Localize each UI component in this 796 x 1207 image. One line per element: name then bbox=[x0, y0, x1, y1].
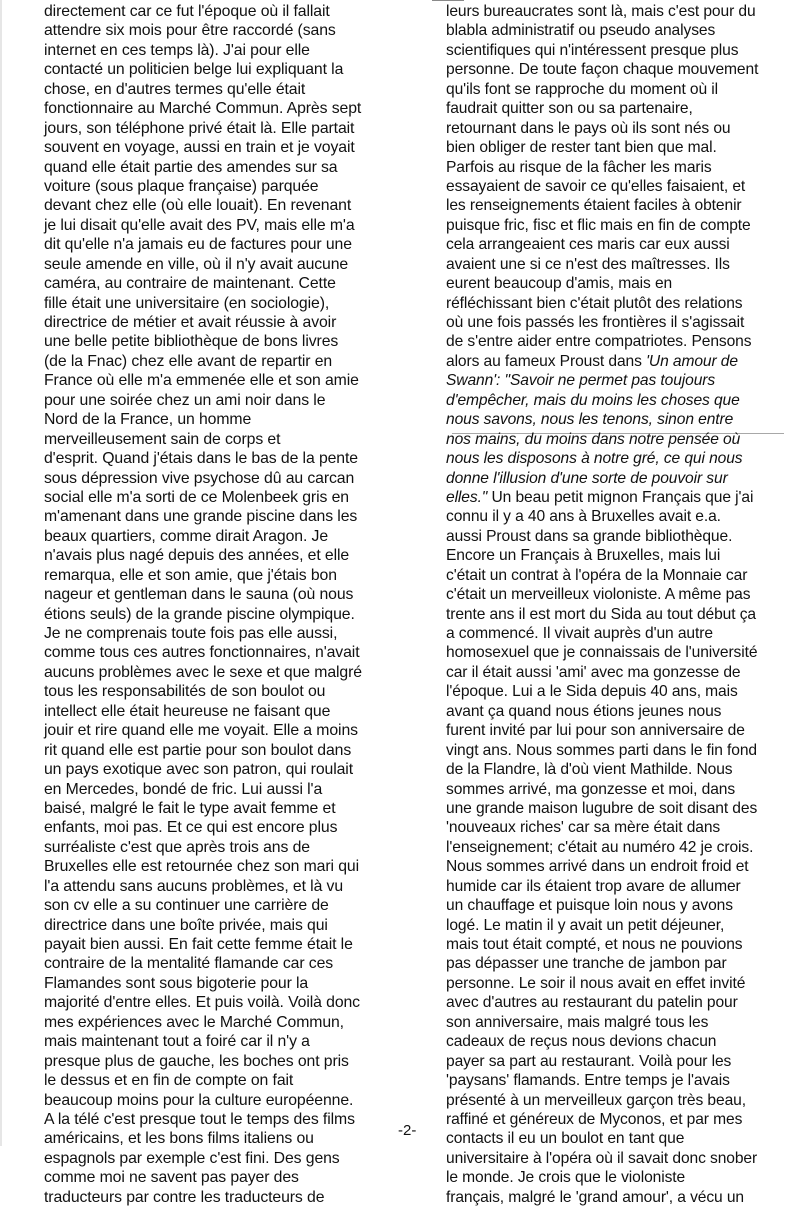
text-line: comme moi ne savent pas payer des bbox=[44, 1169, 299, 1187]
text-line: pour une soirée chez un ami noir dans le bbox=[44, 391, 326, 409]
text-line: l'a attendu sans aucuns problèmes, et là vu bbox=[44, 877, 344, 895]
text-line: de la Flandre, là d'où vient Mathilde. Nous bbox=[446, 761, 733, 779]
text-line: contraire de la mentalité flamande car ces bbox=[44, 955, 334, 973]
text-line: eurent beaucoup d'amis, mais en bbox=[446, 275, 673, 293]
text-line: majorité d'entre elles. Et puis voilà. Voilà donc bbox=[44, 994, 360, 1012]
text-line: trente ans il est mort du Sida au tout début ça bbox=[446, 605, 756, 623]
text-line: merveilleusement sain de corps et bbox=[44, 430, 281, 448]
text-line: humide car ils étaient trop avare de allumer bbox=[446, 877, 741, 895]
text-line bbox=[446, 352, 782, 371]
text-line: beaucoup moins pour la culture européenne. bbox=[44, 1091, 354, 1109]
text-line: les renseignements étaient faciles à obtenir bbox=[446, 197, 742, 215]
text-line: contacts il eu un boulot en tant que bbox=[446, 1130, 685, 1148]
text-line: son cv elle a su continuer une carrière de bbox=[44, 897, 329, 915]
text-line: (de la Fnac) chez elle avant de repartir en bbox=[44, 352, 333, 370]
text-line: chose, en d'autres termes qu'elle était bbox=[44, 80, 306, 98]
text-column-right bbox=[446, 2, 782, 1207]
text-line: une grande maison lugubre de soit disant des bbox=[446, 799, 758, 817]
text-line: directement car ce fut l'époque où il fallait bbox=[44, 3, 330, 20]
text-line: jours, son téléphone privé était là. Elle partait bbox=[44, 119, 355, 137]
text-line: payer sa part au restaurant. Voilà pour les bbox=[446, 1052, 732, 1070]
text-line bbox=[446, 488, 782, 507]
text-line: logé. Le matin il y avait un petit déjeuner, bbox=[446, 916, 725, 934]
text-line: réfléchissant bien c'était plutôt des relations bbox=[446, 294, 743, 312]
text-line: Swann': "Savoir ne permet pas toujours bbox=[446, 372, 716, 390]
text-line: avant ça quand nous étions jeunes nous bbox=[446, 702, 722, 720]
text-line: aucuns problèmes avec le sexe et que malgré bbox=[44, 663, 362, 681]
text-line: donne l'illusion d'une sorte de pouvoir sur bbox=[446, 469, 728, 487]
text-line: c'était un merveilleux violoniste. A même pas bbox=[446, 586, 751, 604]
text-line: seule amende en ville, où il n'y avait aucune bbox=[44, 255, 349, 273]
text-line: France où elle m'a emmenée elle et son amie bbox=[44, 372, 359, 390]
text-line: intellect elle était heureuse ne faisant que bbox=[44, 702, 331, 720]
text-line: un pays exotique avec son patron, qui roulait bbox=[44, 761, 354, 779]
text-line: Nous sommes arrivé dans un endroit froid et bbox=[446, 858, 749, 876]
text-line: furent invité par lui pour son anniversaire de bbox=[446, 722, 745, 740]
text-line: personne. Le soir il nous avait en effet invité bbox=[446, 974, 746, 992]
text-segment: alors au fameux Proust dans bbox=[446, 352, 647, 370]
text-line: devant chez elle (où elle louait). En revenant bbox=[44, 197, 352, 215]
text-line: Nord de la France, un homme bbox=[44, 411, 252, 429]
text-line: surréaliste c'est que après trois ans de bbox=[44, 838, 310, 856]
text-line: caméra, au contraire de maintenant. Cette bbox=[44, 275, 336, 293]
text-line: Flamandes sont sous bigoterie pour la bbox=[44, 974, 309, 992]
text-line: mais tout était compté, et nous ne pouvions bbox=[446, 936, 743, 953]
text-line: d'empêcher, mais du moins les choses que bbox=[446, 391, 740, 409]
text-line: blabla administratif ou pseudo analyses bbox=[446, 22, 716, 40]
text-segment: 'Un amour de bbox=[646, 352, 738, 370]
text-line: Parfois au risque de la fâcher les maris bbox=[446, 158, 712, 176]
text-line: traducteurs par contre les traducteurs de bbox=[44, 1188, 325, 1206]
text-line: retournant dans le pays où ils sont nés ou bbox=[446, 119, 731, 137]
text-line: vingt ans. Nous sommes parti dans le fin fond bbox=[446, 741, 757, 759]
text-line: jouir et rire quand elle me voyait. Elle a moins bbox=[44, 722, 358, 740]
text-line: fonctionnaire au Marché Commun. Après sept bbox=[44, 100, 362, 118]
text-line: avec d'autres au restaurant du patelin pour bbox=[446, 994, 738, 1012]
text-line: où une fois passés les frontières il s'agissait bbox=[446, 314, 745, 331]
text-line: une belle petite bibliothèque de bons livres bbox=[44, 333, 339, 351]
text-line: de s'entre aider entre compatriotes. Pensons bbox=[446, 333, 752, 351]
text-line: souvent en voyage, aussi en train et je voyait bbox=[44, 139, 355, 157]
text-line: français, malgré le 'grand amour', a vécu un bbox=[446, 1188, 744, 1206]
text-line: son anniversaire, mais malgré tous les bbox=[446, 1013, 709, 1031]
text-line: faudrait quitter son ou sa partenaire, bbox=[446, 100, 693, 118]
text-line: l'époque. Lui a le Sida depuis 40 ans, mais bbox=[446, 683, 738, 701]
text-line: aussi Proust dans sa grande bibliothèque. bbox=[446, 527, 733, 545]
text-column-left bbox=[44, 2, 384, 1207]
text-line: tous les responsabilités de son boulot ou bbox=[44, 683, 326, 701]
text-line: connu il y a 40 ans à Bruxelles avait e.a. bbox=[446, 508, 721, 526]
text-line: n'avais plus nagé depuis des années, et elle bbox=[44, 547, 350, 565]
text-line: leurs bureaucrates sont là, mais c'est pour du bbox=[446, 3, 756, 20]
text-line: dit qu'elle n'a jamais eu de factures pour une bbox=[44, 236, 352, 254]
text-line: A la télé c'est presque tout le temps des films bbox=[44, 1110, 355, 1128]
text-line: pas dépasser une tranche de jambon par bbox=[446, 955, 727, 973]
text-line: mais maintenant tout a foiré car il n'y a bbox=[44, 1033, 310, 1051]
text-line: l'enseignement; c'était au numéro 42 je crois. bbox=[446, 838, 754, 856]
column-top-rule bbox=[432, 0, 464, 1]
text-line: qu'ils font se rapproche du moment où il bbox=[446, 80, 719, 98]
text-line: je lui disait qu'elle avait des PV, mais elle m'a bbox=[44, 216, 355, 234]
text-line: car il était aussi 'ami' avec ma gonzesse de bbox=[446, 663, 741, 681]
text-line: sous dépression vive psychose dû au carcan bbox=[44, 469, 355, 487]
text-line: payait bien aussi. En fait cette femme était le bbox=[44, 936, 353, 953]
text-line: c'était un contrat à l'opéra de la Monnaie car bbox=[446, 566, 748, 584]
text-line: puisque fric, fisc et flic mais en fin de compte bbox=[446, 216, 751, 234]
text-line: homosexuel que je connaissais de l'université bbox=[446, 644, 758, 662]
text-line: 'nouveaux riches' car sa mère était dans bbox=[446, 819, 721, 837]
text-line: rit quand elle est partie pour son boulot dans bbox=[44, 741, 352, 759]
text-line: beaux quartiers, comme dirait Aragon. Je bbox=[44, 527, 329, 545]
text-line: voiture (sous plaque française) parquée bbox=[44, 177, 319, 195]
text-line: directrice de métier et avait réussie à avoir bbox=[44, 314, 337, 331]
text-segment: elles." bbox=[446, 488, 488, 506]
text-line: Je ne comprenais toute fois pas elle aussi, bbox=[44, 625, 338, 642]
text-line: présenté à un merveilleux garçon très beau, bbox=[446, 1091, 746, 1109]
text-line: enfants, moi pas. Et ce qui est encore plus bbox=[44, 819, 338, 837]
text-line: m'amenant dans une grande piscine dans les bbox=[44, 508, 358, 526]
text-line: étions seuls) de la grande piscine olympique. bbox=[44, 605, 355, 623]
text-line: en Mercedes, bondé de fric. Lui aussi l'a bbox=[44, 780, 323, 798]
text-line: raffiné et généreux de Myconos, et par mes bbox=[446, 1110, 743, 1128]
text-line: avaient une si ce n'est des maîtresses. Ils bbox=[446, 255, 730, 273]
text-line: 'paysans' flamands. Entre temps je l'avais bbox=[446, 1072, 730, 1090]
text-line: comme tous ces autres fonctionnaires, n'avait bbox=[44, 644, 360, 662]
text-line: un chauffage et puisque loin nous y avons bbox=[446, 897, 733, 915]
scan-edge bbox=[0, 0, 2, 1146]
text-line: nos mains, du moins dans notre pensée où bbox=[446, 430, 741, 448]
text-line: Encore un Français à Bruxelles, mais lui bbox=[446, 547, 721, 565]
text-line: nous les disposons à notre gré, ce qui nous bbox=[446, 450, 743, 468]
text-line: universitaire à l'opéra où il savait donc snober bbox=[446, 1149, 758, 1167]
text-line: américains, et les bons films italiens ou bbox=[44, 1130, 314, 1148]
text-line: contacté un politicien belge lui expliquant la bbox=[44, 61, 344, 79]
page-number: -2- bbox=[398, 1122, 417, 1139]
text-line: sommes arrivé, ma gonzesse et moi, dans bbox=[446, 780, 736, 798]
text-line: internet en ces temps là). J'ai pour elle bbox=[44, 41, 310, 59]
text-line: mes expériences avec le Marché Commun, bbox=[44, 1013, 344, 1031]
text-line: espagnols par exemple c'est fini. Des gens bbox=[44, 1149, 340, 1167]
text-line: scientifiques qui n'intéressent presque plus bbox=[446, 41, 739, 59]
text-line: nageur et gentleman dans le sauna (où nous bbox=[44, 586, 354, 604]
text-line: a commencé. Il vivait auprès d'un autre bbox=[446, 625, 713, 642]
text-line: essayaient de savoir ce qu'elles faisaient, et bbox=[446, 177, 746, 195]
text-line: le dessus et en fin de compte on fait bbox=[44, 1072, 294, 1090]
text-line: le monde. Je crois que le violoniste bbox=[446, 1169, 686, 1187]
text-line: attendre six mois pour être raccordé (sans bbox=[44, 22, 336, 40]
text-line: Bruxelles elle est retournée chez son mari qui bbox=[44, 858, 360, 876]
text-line: quand elle était partie des amendes sur sa bbox=[44, 158, 338, 176]
text-segment: Un beau petit mignon Français que j'ai bbox=[487, 488, 754, 506]
text-line: fille était une universitaire (en sociologie), bbox=[44, 294, 330, 312]
text-line: remarqua, elle et son amie, que j'étais bon bbox=[44, 566, 337, 584]
text-line: d'esprit. Quand j'étais dans le bas de la pente bbox=[44, 450, 358, 468]
text-line: personne. De toute façon chaque mouvement bbox=[446, 61, 759, 79]
text-line: presque plus de gauche, les boches ont pris bbox=[44, 1052, 349, 1070]
text-line: baisé, malgré le fait le type avait femme et bbox=[44, 799, 336, 817]
text-line: nous savons, nous les tenons, sinon entre bbox=[446, 411, 734, 429]
text-line: social elle m'a sorti de ce Molenbeek gris en bbox=[44, 488, 349, 506]
text-line: cela arrangeaient ces maris car eux aussi bbox=[446, 236, 730, 254]
text-line: directrice dans une boîte privée, mais qui bbox=[44, 916, 328, 934]
text-line: bien obliger de rester tant bien que mal. bbox=[446, 139, 717, 157]
text-line: cadeaux de reçus nous devions chacun bbox=[446, 1033, 717, 1051]
